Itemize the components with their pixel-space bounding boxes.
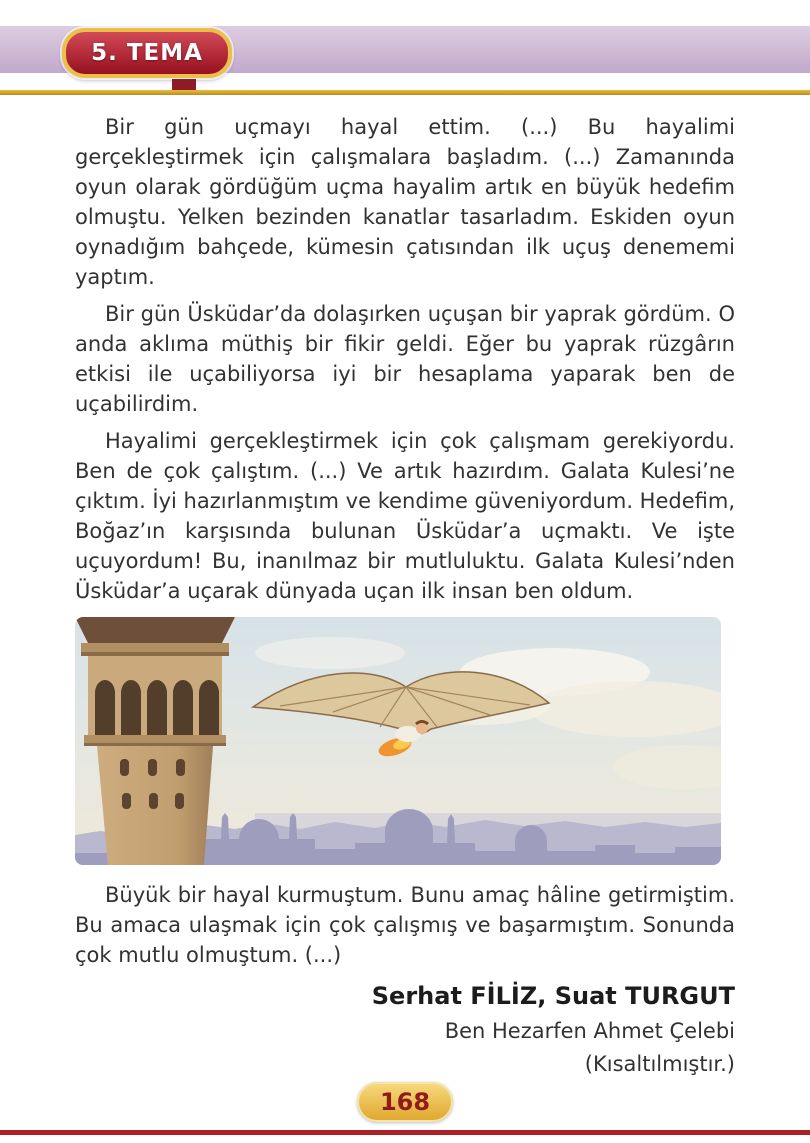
gold-divider-line xyxy=(0,90,810,95)
story-paragraph-1: Bir gün uçmayı hayal ettim. (...) Bu hayalimi gerçekleştirmek için çalışmalara başladım. (...) Zamanında oyun olarak gördüğüm uçma hayalim artık en büyük hedefim olmuştu. Yelken bezinden kanatlar tasarladım. Eskiden oyun oynadığım bahçede, kümesin çatısından ilk uçuş denememi yaptım. xyxy=(75,115,735,289)
source-title: Ben Hezarfen Ahmet Çelebi xyxy=(444,1019,735,1043)
attribution-block xyxy=(75,977,735,1081)
red-tab-decoration xyxy=(172,79,196,90)
story-paragraph-4: Büyük bir hayal kurmuştum. Bunu amaç hâline getirmiştim. Bu amaca ulaşmak için çok çalışmış ve başarmıştım. Sonunda çok mutlu olmuştum. (...) xyxy=(75,883,735,967)
abridged-note: (Kısaltılmıştır.) xyxy=(584,1052,735,1076)
illustration-svg xyxy=(75,617,721,865)
header-band xyxy=(0,26,810,73)
story-content xyxy=(75,112,735,1081)
story-paragraph-3: Hayalimi gerçekleştirmek için çok çalışmam gerekiyordu. Ben de çok çalıştım. (...) Ve artık hazırdım. Galata Kulesi’ne çıktım. İyi hazırlanmıştım ve kendime güveniyordum. Hedefim, Boğaz’ın karşısında bulunan Üsküdar’a uçmaktı. Ve işte uçuyordum! Bu, inanılmaz bir mutluluktu. Galata Kulesi’nden Üsküdar’a uçarak dünyada uçan ilk insan ben oldum. xyxy=(75,429,735,603)
footer-red-line xyxy=(0,1130,810,1135)
story-paragraph-2: Bir gün Üsküdar’da dolaşırken uçuşan bir yaprak gördüm. O anda aklıma müthiş bir fikir geldi. Eğer bu yaprak rüzgârın etkisi ile uçabiliyorsa iyi bir hesaplama yaparak ben de uçabilirdim. xyxy=(75,302,735,416)
tema-badge xyxy=(62,28,232,78)
page-number-badge xyxy=(357,1082,453,1122)
authors: Serhat FİLİZ, Suat TURGUT xyxy=(371,982,735,1010)
page-number: 168 xyxy=(379,1088,431,1116)
tema-label: 5. TEMA xyxy=(91,40,203,66)
hezarfen-flight-illustration xyxy=(75,617,721,865)
